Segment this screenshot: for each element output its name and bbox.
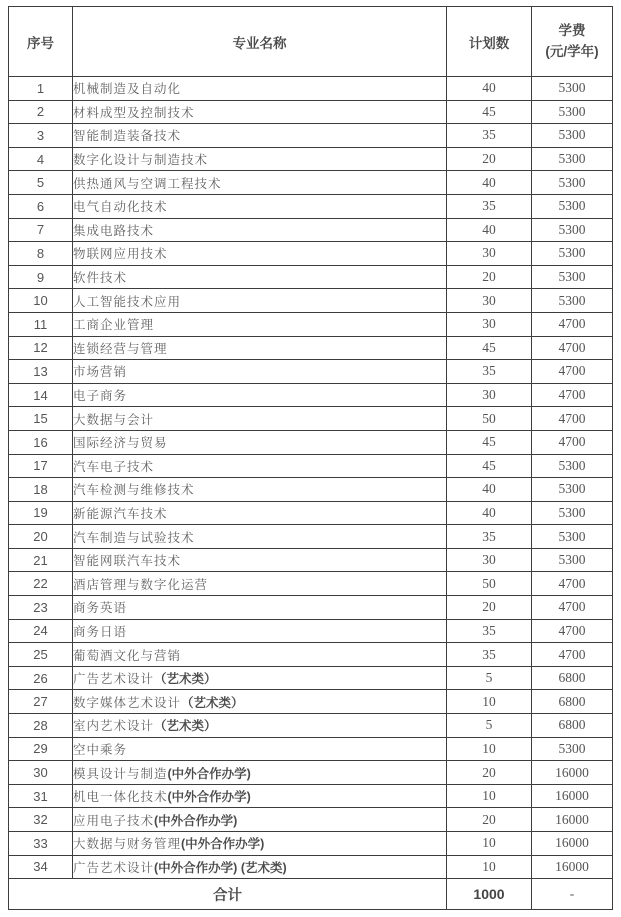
table-row bbox=[9, 808, 613, 832]
row-plan-count: 30 bbox=[447, 312, 532, 336]
row-index: 33 bbox=[9, 832, 73, 856]
major-name-text: 汽车检测与维修技术 bbox=[73, 483, 195, 498]
row-plan-count: 10 bbox=[447, 690, 532, 714]
major-name-text: 空中乘务 bbox=[73, 742, 128, 757]
row-index: 34 bbox=[9, 855, 73, 879]
row-index: 1 bbox=[9, 77, 73, 101]
row-tuition-fee: 5300 bbox=[532, 194, 613, 218]
major-name-text: 软件技术 bbox=[73, 271, 128, 286]
major-name-text: 汽车电子技术 bbox=[73, 459, 155, 474]
row-index: 19 bbox=[9, 501, 73, 525]
row-tuition-fee: 5300 bbox=[532, 242, 613, 266]
row-major-name bbox=[73, 501, 447, 525]
row-major-name bbox=[73, 77, 447, 101]
row-plan-count: 50 bbox=[447, 407, 532, 431]
row-index: 5 bbox=[9, 171, 73, 195]
total-fee: - bbox=[532, 879, 613, 910]
row-plan-count: 40 bbox=[447, 171, 532, 195]
row-plan-count: 40 bbox=[447, 501, 532, 525]
header-plan: 计划数 bbox=[447, 7, 532, 77]
table-row bbox=[9, 784, 613, 808]
row-major-name bbox=[73, 383, 447, 407]
enrollment-plan-table bbox=[8, 6, 613, 910]
row-tuition-fee: 4700 bbox=[532, 572, 613, 596]
row-tuition-fee: 6800 bbox=[532, 690, 613, 714]
row-major-name bbox=[73, 407, 447, 431]
row-major-name bbox=[73, 619, 447, 643]
row-plan-count: 40 bbox=[447, 478, 532, 502]
table-row bbox=[9, 690, 613, 714]
table-row bbox=[9, 666, 613, 690]
row-plan-count: 35 bbox=[447, 619, 532, 643]
row-tuition-fee: 4700 bbox=[532, 336, 613, 360]
major-name-text: 物联网应用技术 bbox=[73, 247, 168, 262]
row-tuition-fee: 4700 bbox=[532, 619, 613, 643]
major-name-text: 汽车制造与试验技术 bbox=[73, 530, 195, 545]
major-name-text: 广告艺术设计 bbox=[73, 672, 155, 687]
row-plan-count: 10 bbox=[447, 737, 532, 761]
row-index: 15 bbox=[9, 407, 73, 431]
row-major-name bbox=[73, 737, 447, 761]
row-tuition-fee: 16000 bbox=[532, 761, 613, 785]
table-row bbox=[9, 714, 613, 738]
major-name-suffix: （艺术类） bbox=[154, 719, 217, 734]
row-index: 11 bbox=[9, 312, 73, 336]
row-tuition-fee: 16000 bbox=[532, 832, 613, 856]
header-row bbox=[9, 7, 613, 77]
table-row bbox=[9, 572, 613, 596]
row-major-name bbox=[73, 289, 447, 313]
row-tuition-fee: 5300 bbox=[532, 737, 613, 761]
row-plan-count: 45 bbox=[447, 430, 532, 454]
row-major-name bbox=[73, 242, 447, 266]
table-row bbox=[9, 383, 613, 407]
total-row bbox=[9, 879, 613, 910]
table-row bbox=[9, 171, 613, 195]
major-name-text: 机械制造及自动化 bbox=[73, 82, 182, 97]
major-name-suffix: （艺术类） bbox=[181, 695, 244, 710]
row-tuition-fee: 4700 bbox=[532, 383, 613, 407]
row-plan-count: 20 bbox=[447, 808, 532, 832]
major-name-suffix: （艺术类） bbox=[154, 672, 217, 687]
major-name-text: 新能源汽车技术 bbox=[73, 506, 168, 521]
major-name-text: 智能网联汽车技术 bbox=[73, 554, 182, 569]
row-tuition-fee: 5300 bbox=[532, 124, 613, 148]
row-index: 9 bbox=[9, 265, 73, 289]
row-tuition-fee: 4700 bbox=[532, 312, 613, 336]
row-index: 10 bbox=[9, 289, 73, 313]
table-row bbox=[9, 761, 613, 785]
row-index: 30 bbox=[9, 761, 73, 785]
major-name-text: 供热通风与空调工程技术 bbox=[73, 176, 222, 191]
row-tuition-fee: 4700 bbox=[532, 360, 613, 384]
row-index: 24 bbox=[9, 619, 73, 643]
major-name-text: 市场营销 bbox=[73, 365, 128, 380]
row-plan-count: 35 bbox=[447, 525, 532, 549]
table-row bbox=[9, 478, 613, 502]
row-major-name bbox=[73, 147, 447, 171]
major-name-text: 数字媒体艺术设计 bbox=[73, 695, 182, 710]
row-index: 25 bbox=[9, 643, 73, 667]
row-tuition-fee: 6800 bbox=[532, 666, 613, 690]
row-index: 26 bbox=[9, 666, 73, 690]
table-row bbox=[9, 832, 613, 856]
major-name-text: 酒店管理与数字化运营 bbox=[73, 577, 209, 592]
row-plan-count: 45 bbox=[447, 454, 532, 478]
table-row bbox=[9, 336, 613, 360]
row-index: 18 bbox=[9, 478, 73, 502]
row-major-name bbox=[73, 312, 447, 336]
total-label: 合计 bbox=[9, 879, 447, 910]
row-major-name bbox=[73, 430, 447, 454]
major-name-text: 模具设计与制造 bbox=[73, 766, 168, 781]
row-major-name bbox=[73, 100, 447, 124]
table-row bbox=[9, 643, 613, 667]
row-major-name bbox=[73, 596, 447, 620]
row-major-name bbox=[73, 832, 447, 856]
table-row bbox=[9, 548, 613, 572]
major-name-text: 商务日语 bbox=[73, 624, 128, 639]
row-index: 4 bbox=[9, 147, 73, 171]
major-name-text: 人工智能技术应用 bbox=[73, 294, 182, 309]
major-name-text: 葡萄酒文化与营销 bbox=[73, 648, 182, 663]
table-row bbox=[9, 360, 613, 384]
row-tuition-fee: 5300 bbox=[532, 171, 613, 195]
row-major-name bbox=[73, 454, 447, 478]
table-row bbox=[9, 596, 613, 620]
row-plan-count: 20 bbox=[447, 761, 532, 785]
table-row bbox=[9, 619, 613, 643]
row-major-name bbox=[73, 855, 447, 879]
row-plan-count: 35 bbox=[447, 124, 532, 148]
header-major: 专业名称 bbox=[73, 7, 447, 77]
row-major-name bbox=[73, 218, 447, 242]
major-name-suffix: (中外合作办学) bbox=[167, 790, 251, 805]
row-major-name bbox=[73, 761, 447, 785]
row-index: 28 bbox=[9, 714, 73, 738]
header-fee-unit-line2: (元/学年) bbox=[545, 43, 599, 59]
row-plan-count: 45 bbox=[447, 100, 532, 124]
row-major-name bbox=[73, 525, 447, 549]
row-plan-count: 20 bbox=[447, 596, 532, 620]
row-index: 12 bbox=[9, 336, 73, 360]
row-index: 20 bbox=[9, 525, 73, 549]
row-tuition-fee: 5300 bbox=[532, 525, 613, 549]
row-index: 7 bbox=[9, 218, 73, 242]
row-plan-count: 30 bbox=[447, 242, 532, 266]
row-tuition-fee: 16000 bbox=[532, 808, 613, 832]
row-index: 23 bbox=[9, 596, 73, 620]
row-major-name bbox=[73, 690, 447, 714]
row-plan-count: 5 bbox=[447, 714, 532, 738]
row-tuition-fee: 6800 bbox=[532, 714, 613, 738]
table-row bbox=[9, 737, 613, 761]
row-plan-count: 30 bbox=[447, 548, 532, 572]
row-plan-count: 35 bbox=[447, 643, 532, 667]
major-name-suffix: (中外合作办学) bbox=[167, 766, 251, 781]
major-name-text: 广告艺术设计 bbox=[73, 860, 155, 875]
row-tuition-fee: 5300 bbox=[532, 289, 613, 313]
row-major-name bbox=[73, 714, 447, 738]
row-plan-count: 10 bbox=[447, 832, 532, 856]
row-plan-count: 35 bbox=[447, 194, 532, 218]
major-name-text: 电子商务 bbox=[73, 389, 128, 404]
row-plan-count: 30 bbox=[447, 383, 532, 407]
table-row bbox=[9, 242, 613, 266]
major-name-text: 商务英语 bbox=[73, 601, 128, 616]
table-row bbox=[9, 289, 613, 313]
total-plan: 1000 bbox=[447, 879, 532, 910]
row-index: 31 bbox=[9, 784, 73, 808]
row-tuition-fee: 5300 bbox=[532, 454, 613, 478]
row-major-name bbox=[73, 548, 447, 572]
row-major-name bbox=[73, 171, 447, 195]
major-name-suffix: (中外合作办学) bbox=[154, 813, 238, 828]
row-plan-count: 40 bbox=[447, 218, 532, 242]
table-row bbox=[9, 430, 613, 454]
table-row bbox=[9, 147, 613, 171]
table-row bbox=[9, 194, 613, 218]
row-tuition-fee: 5300 bbox=[532, 548, 613, 572]
row-plan-count: 10 bbox=[447, 784, 532, 808]
row-tuition-fee: 5300 bbox=[532, 478, 613, 502]
row-tuition-fee: 4700 bbox=[532, 407, 613, 431]
table-row bbox=[9, 218, 613, 242]
row-tuition-fee: 5300 bbox=[532, 100, 613, 124]
major-name-text: 集成电路技术 bbox=[73, 223, 155, 238]
row-plan-count: 30 bbox=[447, 289, 532, 313]
row-plan-count: 45 bbox=[447, 336, 532, 360]
row-plan-count: 10 bbox=[447, 855, 532, 879]
header-fee-unit-line1: 学费 bbox=[558, 22, 586, 38]
row-tuition-fee: 5300 bbox=[532, 77, 613, 101]
major-name-text: 机电一体化技术 bbox=[73, 790, 168, 805]
major-name-text: 连锁经营与管理 bbox=[73, 341, 168, 356]
row-index: 14 bbox=[9, 383, 73, 407]
major-name-text: 大数据与会计 bbox=[73, 412, 155, 427]
row-plan-count: 5 bbox=[447, 666, 532, 690]
row-major-name bbox=[73, 265, 447, 289]
row-major-name bbox=[73, 572, 447, 596]
table-row bbox=[9, 855, 613, 879]
row-plan-count: 50 bbox=[447, 572, 532, 596]
major-name-text: 大数据与财务管理 bbox=[73, 837, 182, 852]
table-row bbox=[9, 265, 613, 289]
row-index: 13 bbox=[9, 360, 73, 384]
row-major-name bbox=[73, 124, 447, 148]
row-index: 16 bbox=[9, 430, 73, 454]
major-name-text: 室内艺术设计 bbox=[73, 719, 155, 734]
row-plan-count: 40 bbox=[447, 77, 532, 101]
row-plan-count: 20 bbox=[447, 265, 532, 289]
major-name-text: 智能制造装备技术 bbox=[73, 129, 182, 144]
row-major-name bbox=[73, 336, 447, 360]
row-index: 3 bbox=[9, 124, 73, 148]
row-tuition-fee: 5300 bbox=[532, 147, 613, 171]
header-fee bbox=[532, 7, 613, 77]
header-index: 序号 bbox=[9, 7, 73, 77]
row-tuition-fee: 16000 bbox=[532, 855, 613, 879]
table-row bbox=[9, 454, 613, 478]
table-body bbox=[9, 77, 613, 879]
row-plan-count: 20 bbox=[447, 147, 532, 171]
row-tuition-fee: 4700 bbox=[532, 430, 613, 454]
row-tuition-fee: 5300 bbox=[532, 218, 613, 242]
major-name-text: 材料成型及控制技术 bbox=[73, 105, 195, 120]
row-index: 2 bbox=[9, 100, 73, 124]
table-row bbox=[9, 525, 613, 549]
row-major-name bbox=[73, 808, 447, 832]
major-name-suffix: (中外合作办学) (艺术类) bbox=[154, 860, 287, 875]
major-name-text: 国际经济与贸易 bbox=[73, 436, 168, 451]
row-tuition-fee: 5300 bbox=[532, 265, 613, 289]
row-major-name bbox=[73, 360, 447, 384]
row-tuition-fee: 4700 bbox=[532, 596, 613, 620]
row-index: 21 bbox=[9, 548, 73, 572]
row-major-name bbox=[73, 643, 447, 667]
row-index: 22 bbox=[9, 572, 73, 596]
row-tuition-fee: 5300 bbox=[532, 501, 613, 525]
table-row bbox=[9, 312, 613, 336]
row-major-name bbox=[73, 194, 447, 218]
row-index: 6 bbox=[9, 194, 73, 218]
row-index: 27 bbox=[9, 690, 73, 714]
row-plan-count: 35 bbox=[447, 360, 532, 384]
major-name-text: 数字化设计与制造技术 bbox=[73, 153, 209, 168]
row-index: 32 bbox=[9, 808, 73, 832]
row-tuition-fee: 4700 bbox=[532, 643, 613, 667]
row-major-name bbox=[73, 478, 447, 502]
table-row bbox=[9, 77, 613, 101]
table-row bbox=[9, 100, 613, 124]
row-index: 17 bbox=[9, 454, 73, 478]
table-row bbox=[9, 407, 613, 431]
row-tuition-fee: 16000 bbox=[532, 784, 613, 808]
row-index: 8 bbox=[9, 242, 73, 266]
major-name-suffix: (中外合作办学) bbox=[181, 837, 265, 852]
row-index: 29 bbox=[9, 737, 73, 761]
major-name-text: 电气自动化技术 bbox=[73, 200, 168, 215]
row-major-name bbox=[73, 666, 447, 690]
major-name-text: 工商企业管理 bbox=[73, 318, 155, 333]
major-name-text: 应用电子技术 bbox=[73, 813, 155, 828]
row-major-name bbox=[73, 784, 447, 808]
table-row bbox=[9, 501, 613, 525]
table-row bbox=[9, 124, 613, 148]
